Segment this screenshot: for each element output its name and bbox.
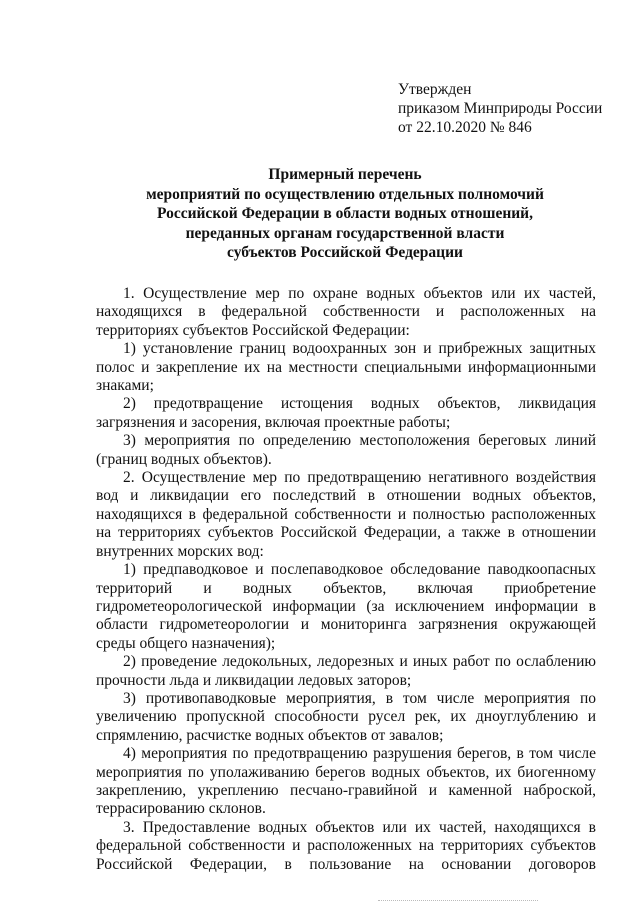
paragraph: 3) мероприятия по определению местоположения береговых линий (границ водных объектов). (96, 432, 596, 468)
title-line-1: Примерный перечень (268, 166, 422, 183)
title-line-2: мероприятий по осуществлению отдельных полномочий (146, 185, 544, 203)
document-title (96, 165, 594, 263)
paragraph: 3. Предоставление водных объектов или их частей, находящихся в федеральной собственности и расположенных на территориях субъектов Российской Федерации, в пользование на основании договоров (96, 818, 596, 873)
title-line-5: субъектов Российской Федерации (227, 244, 463, 261)
paragraph: 3) противопаводковые мероприятия, в том числе мероприятия по увеличению пропускной способности русел рек, их дноуглублению и спрямлению, расчистке водных объектов от завалов; (96, 689, 596, 744)
paragraph: 4) мероприятия по предотвращению разрушения берегов, в том числе мероприятия по уполаживанию берегов водных объектов, их биогенному закреплению, укреплению песчано-гравийной и каменной наброской, террасированию склонов. (96, 745, 596, 818)
paragraph: 2) проведение ледокольных, ледорезных и иных работ по ослаблению прочности льда и ликвидации ледовых заторов; (96, 653, 596, 689)
approval-line-2: приказом Минприроды России (398, 100, 603, 117)
paragraph: 1. Осуществление мер по охране водных объектов или их частей, находящихся в федеральной собственности и расположенных на территориях субъектов Российской Федерации: (96, 285, 596, 339)
paragraph: 2. Осуществление мер по предотвращению негативного воздействия вод и ликвидации его последствий в отношении водных объектов, находящихся в федеральной собственности и полностью расположенных на территориях субъектов Российской Федерации, а также в отношении внутренних морских вод: (96, 469, 596, 560)
title-line-4: переданных органам государственной власти (185, 224, 505, 242)
title-line-3: Российской Федерации в области водных отношений, (156, 205, 533, 222)
paragraph: 1) установление границ водоохранных зон и прибрежных защитных полос и закрепление их на местности специальными информационными знаками; (96, 340, 596, 395)
paragraph: 2) предотвращение истощения водных объектов, ликвидация загрязнения и засорения, включая проектные работы; (96, 395, 596, 431)
document-body (96, 285, 596, 874)
scan-artifact-line (378, 900, 538, 901)
approval-line-1: Утвержден (398, 81, 472, 98)
paragraph: 1) предпаводковое и послепаводковое обследование паводкоопасных территорий и водных объектов, включая приобретение гидрометеорологической информации (за исключением информации в области гидрометеорологии и мониторинга загрязнения окружающей среды общего назначения); (96, 561, 596, 652)
approval-stamp (398, 80, 602, 137)
approval-line-3: от 22.10.2020 № 846 (398, 119, 532, 136)
